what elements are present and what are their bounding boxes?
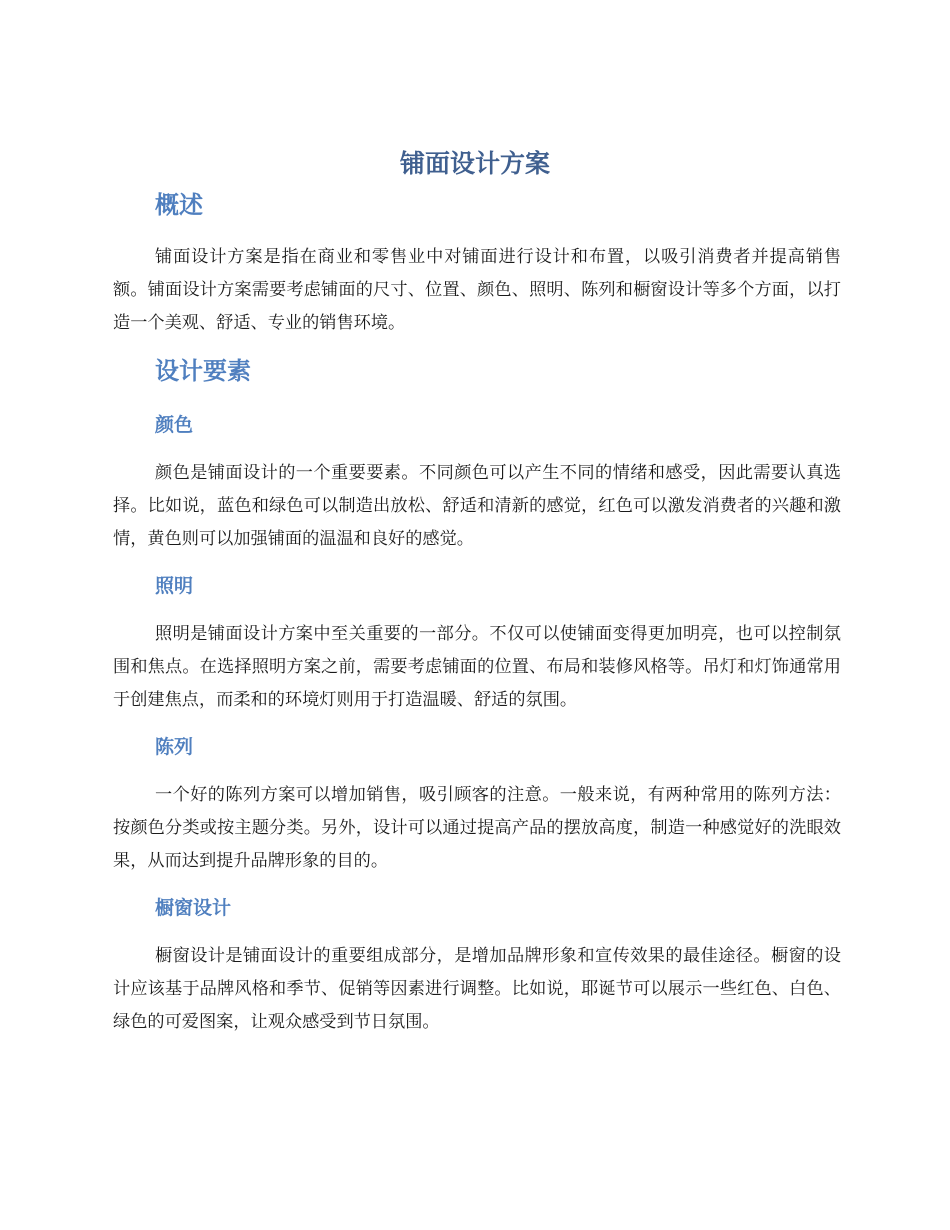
paragraph-lighting: 照明是铺面设计方案中至关重要的一部分。不仅可以使铺面变得更加明亮，也可以控制氛围和焦点。在选择照明方案之前，需要考虑铺面的位置、布局和装修风格等。吊灯和灯饰通常用于创建焦点，而柔和的环境灯则用于打造温暖、舒适的氛围。	[113, 624, 841, 710]
paragraph-overview: 铺面设计方案是指在商业和零售业中对铺面进行设计和布置，以吸引消费者并提高销售额。铺面设计方案需要考虑铺面的尺寸、位置、颜色、照明、陈列和橱窗设计等多个方面，以打造一个美观、舒适、专业的销售环境。	[113, 247, 841, 333]
subheading-lighting: 照明	[155, 575, 194, 597]
heading-overview: 概述	[155, 191, 203, 219]
subheading-window-design: 橱窗设计	[155, 897, 232, 919]
document-title: 铺面设计方案	[399, 149, 550, 178]
paragraph-window-design: 橱窗设计是铺面设计的重要组成部分，是增加品牌形象和宣传效果的最佳途径。橱窗的设计应该基于品牌风格和季节、促销等因素进行调整。比如说，耶诞节可以展示一些红色、白色、绿色的可爱图案，让观众感受到节日氛围。	[113, 946, 841, 1032]
subheading-display: 陈列	[155, 736, 194, 758]
paragraph-display: 一个好的陈列方案可以增加销售，吸引顾客的注意。一般来说，有两种常用的陈列方法：按颜色分类或按主题分类。另外，设计可以通过提高产品的摆放高度，制造一种感觉好的洗眼效果，从而达到提升品牌形象的目的。	[113, 785, 841, 871]
subheading-color: 颜色	[155, 414, 194, 436]
heading-design-elements: 设计要素	[155, 357, 251, 385]
paragraph-color: 颜色是铺面设计的一个重要要素。不同颜色可以产生不同的情绪和感受，因此需要认真选择。比如说，蓝色和绿色可以制造出放松、舒适和清新的感觉，红色可以激发消费者的兴趣和激情，黄色则可以加强铺面的温温和良好的感觉。	[113, 463, 841, 549]
